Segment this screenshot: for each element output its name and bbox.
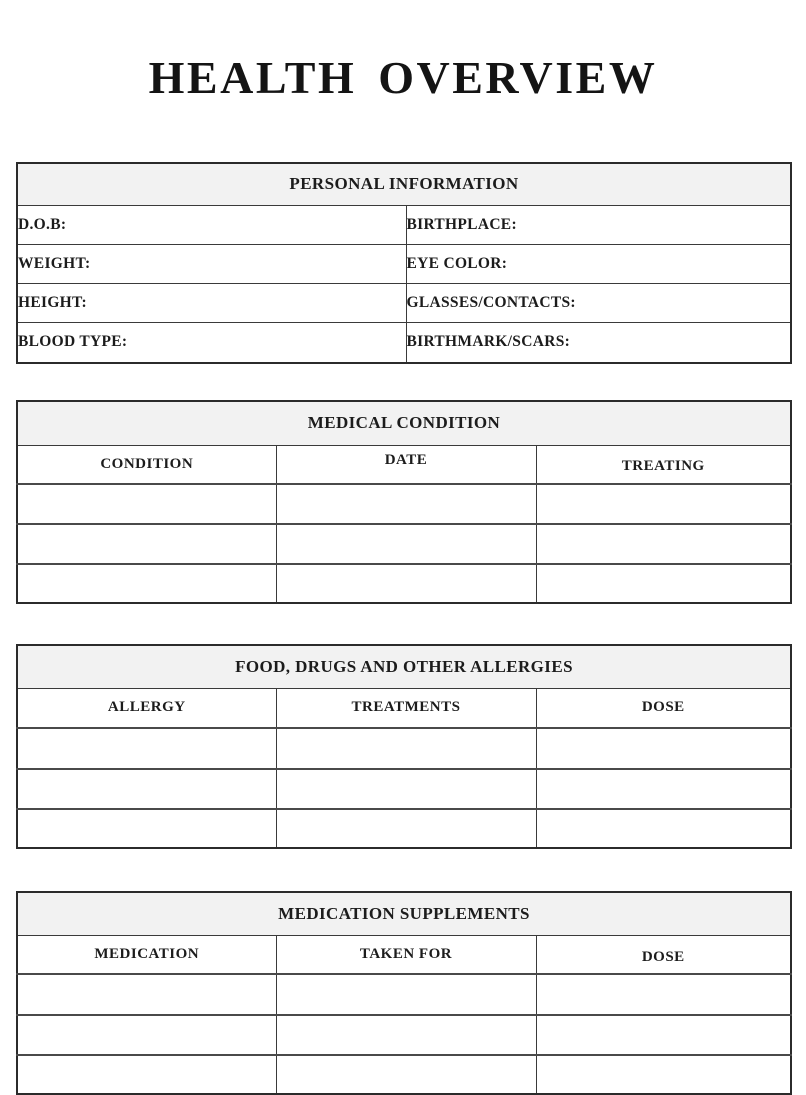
table-row	[17, 244, 791, 283]
field-weight-cell[interactable]	[17, 244, 406, 283]
allergies-table	[16, 644, 792, 849]
col-medication: MEDICATION	[17, 935, 276, 974]
allergies-cell-r1c1[interactable]	[17, 728, 276, 769]
medical-condition-cell-r2c2[interactable]	[276, 524, 536, 564]
allergies-cell-r3c3[interactable]	[536, 809, 791, 848]
table-row	[17, 974, 791, 1015]
col-dose: DOSE	[536, 688, 791, 728]
allergies-cell-r2c3[interactable]	[536, 769, 791, 809]
field-eye-color-label: EYE COLOR:	[406, 254, 508, 272]
medical-condition-cell-r2c3[interactable]	[536, 524, 791, 564]
medication-cell-r3c3[interactable]	[536, 1055, 791, 1094]
field-eye-color-cell[interactable]	[406, 244, 791, 283]
field-glasses-contacts-label: GLASSES/CONTACTS:	[406, 293, 576, 311]
table-row	[17, 283, 791, 322]
col-condition: CONDITION	[17, 445, 276, 484]
form-sheet	[16, 0, 790, 1095]
medical-condition-header: MEDICAL CONDITION	[17, 401, 791, 446]
medication-cell-r1c1[interactable]	[17, 974, 276, 1015]
allergies-cell-r1c3[interactable]	[536, 728, 791, 769]
allergies-cell-r3c2[interactable]	[276, 809, 536, 848]
medical-condition-cell-r2c1[interactable]	[17, 524, 276, 564]
field-birthmark-scars-label: BIRTHMARK/SCARS:	[406, 333, 571, 351]
column-header-row	[17, 445, 791, 484]
field-dob-cell[interactable]	[17, 205, 406, 244]
medical-condition-cell-r1c2[interactable]	[276, 484, 536, 524]
column-header-row	[17, 688, 791, 728]
field-dob-label: D.O.B:	[18, 215, 67, 233]
page-title: HEALTH OVERVIEW	[148, 52, 658, 103]
field-height-cell[interactable]	[17, 283, 406, 322]
field-glasses-contacts-cell[interactable]	[406, 283, 791, 322]
allergies-cell-r2c2[interactable]	[276, 769, 536, 809]
medical-condition-cell-r3c1[interactable]	[17, 564, 276, 603]
table-row	[17, 564, 791, 603]
field-weight-label: WEIGHT:	[18, 254, 91, 272]
table-row	[17, 322, 791, 363]
allergies-header: FOOD, DRUGS AND OTHER ALLERGIES	[17, 645, 791, 689]
medication-cell-r2c2[interactable]	[276, 1015, 536, 1055]
medication-cell-r3c2[interactable]	[276, 1055, 536, 1094]
table-row	[17, 1015, 791, 1055]
medication-cell-r3c1[interactable]	[17, 1055, 276, 1094]
field-height-label: HEIGHT:	[18, 293, 87, 311]
table-row	[17, 1055, 791, 1094]
table-row	[17, 728, 791, 769]
allergies-cell-r1c2[interactable]	[276, 728, 536, 769]
field-birthplace-cell[interactable]	[406, 205, 791, 244]
table-row	[17, 484, 791, 524]
table-row	[17, 205, 791, 244]
field-blood-type-cell[interactable]	[17, 322, 406, 363]
medical-condition-cell-r3c2[interactable]	[276, 564, 536, 603]
medication-cell-r1c2[interactable]	[276, 974, 536, 1015]
column-header-row	[17, 935, 791, 974]
col-date: DATE	[276, 445, 536, 484]
medical-condition-cell-r3c3[interactable]	[536, 564, 791, 603]
medical-condition-cell-r1c3[interactable]	[536, 484, 791, 524]
medical-condition-table	[16, 400, 792, 604]
table-row	[17, 769, 791, 809]
col-treatments: TREATMENTS	[276, 688, 536, 728]
medication-header: MEDICATION SUPPLEMENTS	[17, 892, 791, 936]
medication-cell-r1c3[interactable]	[536, 974, 791, 1015]
personal-info-table	[16, 162, 792, 364]
table-row	[17, 809, 791, 848]
field-birthmark-scars-cell[interactable]	[406, 322, 791, 363]
medical-condition-cell-r1c1[interactable]	[17, 484, 276, 524]
medication-table	[16, 891, 792, 1095]
allergies-cell-r3c1[interactable]	[17, 809, 276, 848]
col-taken-for: TAKEN FOR	[276, 935, 536, 974]
medication-cell-r2c3[interactable]	[536, 1015, 791, 1055]
field-birthplace-label: BIRTHPLACE:	[406, 215, 517, 233]
field-blood-type-label: BLOOD TYPE:	[18, 333, 128, 351]
col-dose: DOSE	[536, 935, 791, 974]
col-treating: TREATING	[536, 445, 791, 484]
personal-info-header: PERSONAL INFORMATION	[17, 163, 791, 206]
col-allergy: ALLERGY	[17, 688, 276, 728]
medication-cell-r2c1[interactable]	[17, 1015, 276, 1055]
table-row	[17, 524, 791, 564]
allergies-cell-r2c1[interactable]	[17, 769, 276, 809]
